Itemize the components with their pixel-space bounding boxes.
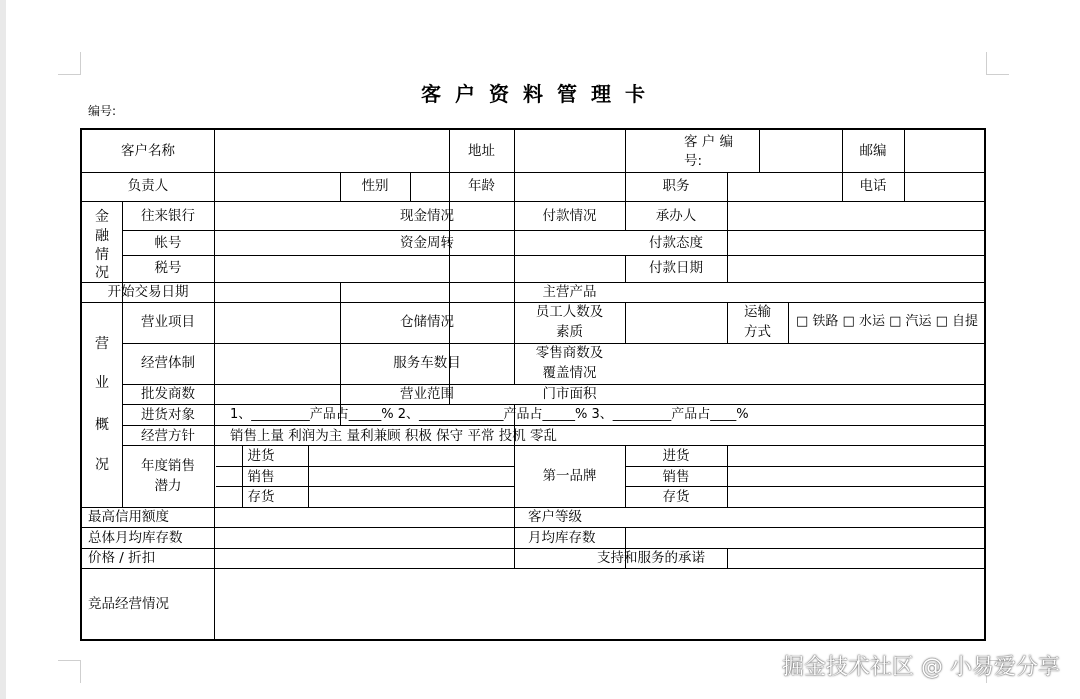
table-rule-line [82, 201, 984, 202]
table-rule-line [122, 255, 984, 256]
price-discount-label: 价格 / 折扣 [88, 550, 156, 566]
business-system-label: 经营体制 [141, 355, 195, 371]
table-rule-line [727, 172, 728, 282]
business-group-char-2: 业 [95, 375, 109, 391]
wholesalers-label: 批发商数 [141, 386, 195, 402]
position-label: 职务 [662, 178, 690, 194]
table-rule-line [625, 486, 984, 487]
brand-sales-label: 销售 [662, 469, 690, 485]
policy-options: 销售上量 利润为主 量利兼顾 积极 保守 平常 投机 零乱 [230, 428, 558, 444]
postcode-label: 邮编 [859, 143, 887, 159]
crop-mark-top-left [58, 52, 81, 75]
table-rule-line [82, 527, 984, 528]
finance-group-char-4: 况 [95, 265, 109, 281]
table-rule-line [788, 302, 789, 343]
business-group-char-1: 营 [95, 336, 109, 352]
top-brand-label: 第一品牌 [542, 468, 597, 484]
payment-date-label: 付款日期 [649, 260, 703, 276]
person-in-charge-label: 负责人 [127, 178, 169, 194]
table-rule-line [727, 445, 728, 507]
finance-group-char-1: 金 [95, 209, 109, 225]
customer-level-label: 客户等级 [528, 509, 582, 525]
transport-label-2: 方式 [744, 324, 771, 340]
total-monthly-stock-label: 总体月均库存数 [88, 530, 183, 546]
annual-sales-label: 销售 [247, 469, 275, 485]
table-rule-line [122, 230, 984, 231]
account-label: 帐号 [154, 235, 182, 251]
annual-in-label: 进货 [247, 448, 275, 464]
payment-label: 付款情况 [542, 208, 597, 224]
table-rule-line [759, 130, 760, 172]
table-rule-line [216, 486, 514, 487]
payment-attitude-label: 付款态度 [649, 235, 703, 251]
staff-label-1: 员工人数及 [535, 304, 604, 320]
monthly-stock-label: 月均库存数 [528, 530, 596, 546]
service-cars-label: 服务车数目 [393, 355, 461, 371]
watermark: 掘金技术社区 @ 小易爱分享 [782, 655, 1060, 680]
annual-stock-label: 存货 [247, 489, 275, 505]
competitor-label: 竞品经营情况 [88, 596, 169, 612]
finance-group-char-3: 情 [95, 247, 109, 263]
brand-in-label: 进货 [662, 448, 690, 464]
business-scope-label: 营业范围 [400, 386, 454, 402]
crop-mark-bottom-left [58, 660, 81, 683]
phone-label: 电话 [859, 178, 887, 194]
serial-number-label: 编号: [88, 104, 117, 118]
purchase-target-label: 进货对象 [141, 407, 195, 423]
annual-potential-label-2: 潜力 [154, 478, 182, 494]
finance-group-char-2: 融 [95, 228, 109, 244]
business-items-label: 营业项目 [141, 314, 195, 330]
purchase-target-detail: 1、_________产品占_____% 2、_____________产品占_____% 3、_________产品占____% [230, 407, 749, 422]
business-group-char-3: 概 [95, 417, 109, 433]
table-rule-line [308, 445, 309, 507]
customer-info-table [80, 128, 986, 641]
policy-label: 经营方针 [141, 428, 195, 444]
main-products-label: 主营产品 [542, 284, 597, 300]
staff-label-2: 素质 [556, 324, 583, 340]
document-title: 客户资料管理卡 [421, 82, 659, 106]
tax-no-label: 税号 [154, 260, 182, 276]
transport-label-1: 运输 [744, 304, 771, 320]
table-rule-line [122, 404, 984, 405]
address-label: 地址 [468, 143, 495, 159]
table-rule-line [625, 466, 984, 467]
capital-turnover-label: 资金周转 [400, 235, 454, 251]
bank-label: 往来银行 [141, 208, 195, 224]
transport-options: □ 铁路 □ 水运 □ 汽运 □ 自提 [796, 314, 979, 329]
gender-label: 性别 [361, 178, 389, 194]
table-rule-line [625, 302, 626, 343]
customer-name-label: 客户名称 [121, 143, 175, 159]
table-rule-line [82, 568, 984, 569]
age-label: 年龄 [468, 178, 495, 194]
business-group-char-4: 况 [95, 457, 109, 473]
crop-mark-top-right [986, 52, 1009, 75]
start-date-label: 开始交易日期 [107, 284, 189, 300]
handler-label: 承办人 [655, 208, 697, 224]
table-rule-line [904, 130, 905, 201]
max-credit-label: 最高信用额度 [88, 509, 169, 525]
table-rule-line [122, 425, 984, 426]
storage-label: 仓储情况 [400, 314, 454, 330]
table-rule-line [214, 130, 215, 641]
table-rule-line [122, 445, 984, 446]
cash-label: 现金情况 [400, 208, 454, 224]
support-commitment-label: 支持和服务的承诺 [597, 550, 705, 566]
retailers-label-2: 覆盖情况 [542, 365, 597, 381]
retailers-label-1: 零售商数及 [535, 345, 604, 361]
customer-no-label-2: 号: [684, 153, 703, 169]
table-rule-line [216, 466, 514, 467]
customer-no-label-1: 客 户 编 [684, 134, 734, 150]
store-area-label: 门市面积 [542, 386, 597, 402]
annual-potential-label-1: 年度销售 [141, 458, 195, 474]
table-rule-line [410, 172, 411, 201]
brand-stock-label: 存货 [662, 489, 690, 505]
table-rule-line [82, 172, 984, 173]
